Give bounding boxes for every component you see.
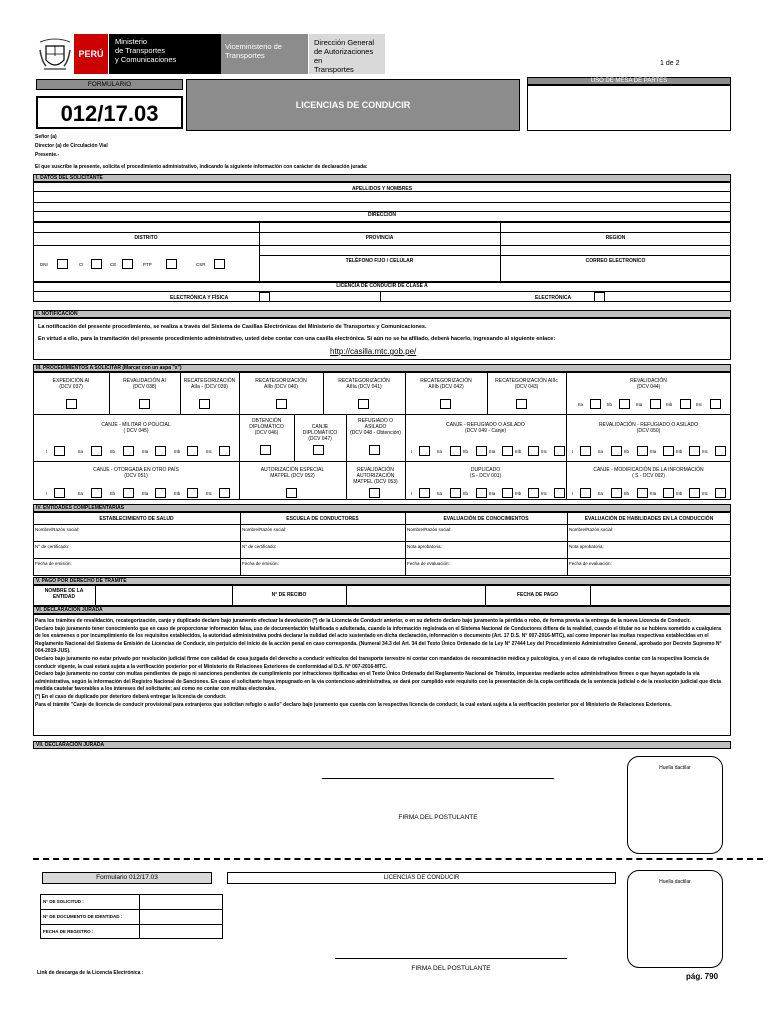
stub-registration-date-field[interactable]: FECHA DE REGISTRO : [43,929,94,934]
canje-refugiado-iia-label: IIa [437,449,443,454]
doc-ce-label: CE [110,262,117,267]
proc-obtencion-diplomatico-checkbox[interactable] [260,445,271,455]
proc-recat-aiiia: RECATEGORIZACIÓN AIIIa (DCV 041) [338,378,390,390]
reval-refugiado-iiib-label: IIIb [676,449,683,454]
proc-recat-aiia-checkbox[interactable] [199,399,210,409]
reval-refugiado-iiic-checkbox[interactable] [715,446,726,456]
skills-score-field[interactable]: Nota aprobatoria: [569,544,604,549]
form-title: LICENCIAS DE CONDUCIR [186,79,520,131]
proc-expedicion-ai-checkbox[interactable] [66,399,77,409]
duplicado-iiib-checkbox[interactable] [528,488,539,498]
proc-refugiado-asilado: REFUGIADO O ASILADO (DCV 048 - Obtención) [350,418,401,436]
intro-line-3: Presente.- [35,152,60,158]
coat-of-arms-icon [36,36,74,76]
health-cert-field[interactable]: N° de certificado: [35,544,70,549]
canje-militar-iiic-checkbox[interactable] [219,446,230,456]
canje-modificacion-iiic-checkbox[interactable] [715,488,726,498]
proc-recat-aiiia-checkbox[interactable] [358,399,369,409]
reval-refugiado-iib-checkbox[interactable] [637,446,648,456]
canje-modificacion-iib-label: IIb [624,491,630,496]
skills-name-field[interactable]: Nombre/Razón social: [569,527,614,532]
canje-modificacion-iiic-label: IIIc [702,491,709,496]
proc-autorizacion-matpel-checkbox[interactable] [286,488,297,498]
duplicado-iiic-label: IIIc [541,491,548,496]
proc-canje-modificacion: CANJE - MODIFICACIÓN DE LA INFORMACIÓN ( S - DCV 002) [593,467,704,479]
canje-militar-iiia-checkbox[interactable] [155,446,166,456]
page-counter: 1 de 2 [660,60,680,67]
doc-ptp-checkbox[interactable] [166,259,177,269]
address-label: DIRECCION [367,212,397,218]
proc-recat-aiiib-checkbox[interactable] [440,399,451,409]
stub-id-number-field[interactable]: N° DE DOCUMENTO DE IDENTIDAD : [43,914,123,919]
canje-modificacion-i-label: I [572,491,574,496]
canje-modificacion-iiib-label: IIIb [676,491,683,496]
section-6-title: VI. DECLARACIÓN JURADA [33,606,731,614]
email-label: CORREO ELECTRONICO [585,258,646,264]
proc-recat-aiia: RECATEGORIZACIÓN AIIa - (DCV 039) [183,378,236,390]
section-5-title: V. PAGO POR DERECHO DE TRÁMITE [33,577,731,585]
doc-ci-label: CI [79,262,84,267]
proc-refugiado-asilado-checkbox[interactable] [369,445,380,455]
section-7-title: VII. DECLARACIÓN JURADA [33,741,731,749]
declaration-text: Para los trámites de revalidación, recategorización, canje y duplicado declaro bajo juramento efectuar la devolución (*) de la Licencia de Conducir anterior, o en su defecto declaro bajo juramento la pérdida o robo, de forma previa a la entrega de la nueva Licencia de Conducir. Declaro bajo juramento tener conocimiento que en caso de proporcionar información falsa, uso de documentación falsificada o adulterada, cuando la información registrada en el Sistema Nacional de Conductores difiera de la realidad, cuando el titular no se hubiera sometido a cualquiera de los exámenes o por incumplimiento de los requisitos establecidos, la autoridad administrativa podrá declarar la nulidad del acto sustentado en dicha declaración, información o documento (Art. 17 D.S. N° 007-2016-MTC), así como imponer las multas respectivas establecidas en el Reglamento Nacional del Sistema de Emisión de Licencias de Conducir, sin perjuicio del inicio de la acción penal en caso corresponda. (Numeral 34.3 del Art. 34 del Texto Único Ordenado de la Ley N° 27444 Ley del Procedimiento Administrativo General, aprobado por Decreto Supremo N° 004-2019-JUS). Declaro bajo juramento no estar privado por resolución judicial firme con calidad de cosa juzgada del derecho a conducir vehículos del transporte terrestre ni contar con mandatos de reexaminación médica y psicológica, y en el caso de refugiados contar con la respectiva licencia de conducir vigente, la cual estará sujeta a la verificación posterior por el Ministerio de Relaciones Exteriores de conformidad al D.S. N° 007-2016-MTC. Declaro bajo juramento no contar con multas pendientes de pago ni sanciones pendientes de cumplimiento por infracciones tipificadas en el Texto Único Ordenado del Reglamento Nacional de Tránsito, impuestas mediante actos administrativos firmes o que hayan agotado la vía administrativa, según la información del Registro Nacional de Sanciones. En caso el solicitante haya impugnado en la vía contencioso administrativa, se dará por cumplido este requisito con la presentación de la copia certificada de la sentencia judicial o de la resolución judicial que dicta medida cautelar favorables a los intereses del solicitante; así como no contar con multas electorales. (*) En el caso de duplicado por deterioro deberá entregar la licencia de conducir. Para el trámite "Canje de licencia de conducir provisional para extranjeros que solicitan refugio o asilo" declaro bajo juramento que cuenta con la respectiva licencia de conducir, la cual estará sujeta a la verificación posterior por el Ministerio de Relaciones Exteriores. [35,618,722,708]
direction-label: Dirección General de Autorizaciones en Transportes [309,34,385,74]
proc-canje-refugiado: CANJE - REFUGIADO O ASILADO (DCV 049 - Canje) [446,422,525,434]
canje-modificacion-iiia-label: IIIa [650,491,657,496]
entity-col-knowledge: EVALUACIÓN DE CONOCIMIENTOS [443,516,529,522]
reval-refugiado-i-label: I [572,449,574,454]
ministry-label: Ministerio de Transportes y Comunicaciones [109,34,221,74]
notification-text-1: La notificación del presente procedimiento, se realiza a través del Sistema de Casillas Electrónicas del Ministerio de Transportes y Comunicaciones. [38,324,427,330]
proc-expedicion-ai: EXPEDICIÓN AI (DCV 037) [52,378,90,390]
canje-modificacion-i-checkbox[interactable] [580,488,591,498]
proc-recat-aiib: RECATEGORIZACIÓN AIIb (DCV 040) [255,378,307,390]
canje-otro-pais-iiib-checkbox[interactable] [187,488,198,498]
viceministry-label: Viceministerio de Transportes [221,34,308,74]
doc-csr-checkbox[interactable] [214,259,225,269]
canje-refugiado-iiia-label: IIIa [489,449,496,454]
canje-refugiado-iiic-label: IIIc [541,449,548,454]
health-name-field[interactable]: Nombre/Razón social: [35,527,80,532]
reval-refugiado-iiib-checkbox[interactable] [689,446,700,456]
reval-iia-label: IIa [578,402,584,407]
knowledge-date-field[interactable]: Fecha de evaluación: [407,561,450,566]
canje-otro-pais-iiib-label: IIIb [174,491,181,496]
knowledge-name-field[interactable]: Nombre/Razón social: [407,527,452,532]
duplicado-iiic-checkbox[interactable] [554,488,565,498]
canje-refugiado-iiib-label: IIIb [515,449,522,454]
reval-refugiado-iiia-checkbox[interactable] [663,446,674,456]
canje-refugiado-i-checkbox[interactable] [419,446,430,456]
canje-militar-iiib-label: IIIb [174,449,181,454]
health-date-field[interactable]: Fecha de emisión: [35,561,72,566]
proc-reval-matpel: REVALIDACIÓN AUTORIZACIÓN MATPEL (DCV 053) [353,467,398,485]
proc-canje-militar: CANJE - MILITAR O POLICIAL ( DCV 045) [101,422,171,434]
duplicado-iib-label: IIb [463,491,469,496]
form-label: FORMULARIO [36,79,183,90]
entity-col-skills: EVALUACIÓN DE HABILIDADES EN LA CONDUCCIÓN [584,516,714,522]
duplicado-iiia-checkbox[interactable] [502,488,513,498]
canje-otro-pais-iib-label: IIb [110,491,116,496]
canje-militar-i-label: I [46,449,48,454]
skills-date-field[interactable]: Fecha de evaluación: [569,561,612,566]
proc-recat-aiiib: RECATEGORIZACIÓN AIIIb (DCV 042) [420,378,472,390]
reval-iiia-checkbox[interactable] [650,399,661,409]
casilla-link[interactable]: http://casilla.mtc.gob.pe/ [330,347,417,356]
section-4-title: IV. ENTIDADES COMPLEMENTARIAS [33,504,731,512]
canje-otro-pais-iia-checkbox[interactable] [91,488,102,498]
duplicado-iib-checkbox[interactable] [476,488,487,498]
section-3-title: III. PROCEDIMIENTOS A SOLICITAR (Marcar con un aspa "x") [33,364,731,372]
reval-iib-label: IIb [607,402,613,407]
canje-militar-iia-checkbox[interactable] [91,446,102,456]
section-1-title: I. DATOS DEL SOLICITANTE [33,174,731,182]
doc-dni-label: DNI [40,262,48,267]
entity-col-school: ESCUELA DE CONDUCTORES [286,516,359,522]
reval-iib-checkbox[interactable] [619,399,630,409]
phone-label: TELÉFONO FIJO / CELULAR [345,258,414,264]
reval-refugiado-iib-label: IIb [624,449,630,454]
canje-refugiado-iiib-checkbox[interactable] [528,446,539,456]
proc-recat-aiib-checkbox[interactable] [276,399,287,409]
proc-recat-aiiic-checkbox[interactable] [516,399,527,409]
duplicado-i-checkbox[interactable] [419,488,430,498]
canje-militar-iiic-label: IIIc [206,449,213,454]
proc-revalidacion-ai-checkbox[interactable] [139,399,150,409]
proc-reval-refugiado: REVALIDACIÓN - REFUGIADO O ASILADO (DCV 050) [598,422,699,434]
duplicado-iiib-label: IIIb [515,491,522,496]
fingerprint-label: Huella dactilar [659,765,691,771]
canje-militar-iiia-label: IIIa [142,449,149,454]
canje-militar-iib-checkbox[interactable] [123,446,134,456]
canje-otro-pais-iib-checkbox[interactable] [123,488,134,498]
canje-refugiado-iib-label: IIb [463,449,469,454]
reval-iiic-label: IIIc [696,402,703,407]
doc-ptp-label: PTP [143,262,152,267]
canje-modificacion-iiib-checkbox[interactable] [689,488,700,498]
reval-refugiado-iiia-label: IIIa [650,449,657,454]
proc-revalidacion: REVALIDACIÓN (DCV 044) [630,378,667,390]
duplicado-iia-checkbox[interactable] [450,488,461,498]
canje-modificacion-iia-label: IIa [598,491,604,496]
reval-refugiado-iiic-label: IIIc [702,449,709,454]
reval-iiia-label: IIIa [636,402,643,407]
payment-receipt-label: N° DE RECIBO [271,592,307,598]
intro-line-2: Director (a) de Circulación Vial [35,143,108,149]
canje-refugiado-iiic-checkbox[interactable] [554,446,565,456]
stub-signature-label: FIRMA DEL POSTULANTE [411,965,491,972]
province-label: PROVINCIA [365,235,394,241]
form-number: 012/17.03 [36,96,183,129]
reval-iiib-checkbox[interactable] [680,399,691,409]
district-label: DISTRITO [134,235,158,241]
stub-form-label: Formulario 012/17.03 [42,872,212,884]
reval-iia-checkbox[interactable] [590,399,601,409]
canje-refugiado-iiia-checkbox[interactable] [502,446,513,456]
payment-date-label: FECHA DE PAGO [516,592,559,598]
school-cert-field[interactable]: N° de certificado: [242,544,277,549]
canje-otro-pais-iiia-checkbox[interactable] [155,488,166,498]
stub-fingerprint-label: Huella dactilar [659,879,691,885]
reception-label: USO DE MESA DE PARTES [527,77,731,85]
reval-refugiado-iia-label: IIa [598,449,604,454]
peru-label: PERÚ [74,34,108,74]
canje-militar-iib-label: IIb [110,449,116,454]
reval-iiic-checkbox[interactable] [710,399,721,409]
doc-csr-label: CSR [196,262,206,267]
canje-otro-pais-iiic-checkbox[interactable] [219,488,230,498]
electronic-physical-label: ELECTRÓNICA Y FÍSICA [170,295,229,301]
canje-modificacion-iib-checkbox[interactable] [637,488,648,498]
stub-title: LICENCIAS DE CONDUCIR [227,872,616,884]
proc-obtencion-diplomatico: OBTENCIÓN DIPLOMÁTICO (DCV 046) [249,418,284,436]
electronic-checkbox[interactable] [594,292,605,302]
duplicado-i-label: I [411,491,413,496]
canje-otro-pais-iiia-label: IIIa [142,491,149,496]
entity-col-health: ESTABLECIMIENTO DE SALUD [99,516,174,522]
proc-canje-otro-pais: CANJE - OTORGADA EN OTRO PAÍS (DCV 051) [93,467,179,479]
signature-line[interactable] [322,778,554,779]
doc-ci-checkbox[interactable] [91,259,102,269]
reval-iiib-label: IIIb [666,402,673,407]
duplicado-iiia-label: IIIa [489,491,496,496]
proc-reval-matpel-checkbox[interactable] [369,488,380,498]
names-label: APELLIDOS Y NOMBRES [351,186,413,192]
intro-line-4: El que suscribe la presente, solicita el procedimiento administrativo, indicando la siguiente información con carácter de declaración jurada: [35,164,368,170]
stub-download-link: Link de descarga de la Licencia Electrónica : [37,970,144,976]
doc-dni-checkbox[interactable] [57,259,68,269]
canje-militar-iiib-checkbox[interactable] [187,446,198,456]
proc-recat-aiiic: RECATEGORIZACIÓN AIIIc (DCV 043) [495,378,558,390]
region-label: REGION [605,235,626,241]
reception-box [527,85,731,131]
knowledge-score-field[interactable]: Nota aprobatoria: [407,544,442,549]
payment-entity-label: NOMBRE DE LA ENTIDAD [44,588,84,600]
stub-request-number-field[interactable]: N° DE SOLICITUD : [43,899,84,904]
school-name-field[interactable]: Nombre/Razón social: [242,527,287,532]
reval-refugiado-iia-checkbox[interactable] [611,446,622,456]
canje-militar-i-checkbox[interactable] [54,446,65,456]
canje-otro-pais-i-label: I [46,491,48,496]
page-number: pág. 790 [686,972,719,981]
canje-otro-pais-iia-label: IIa [78,491,84,496]
license-class-label: LICENCIA DE CONDUCIR DE CLASE A [336,283,428,289]
school-date-field[interactable]: Fecha de emisión: [242,561,279,566]
intro-line-1: Señor (a) [35,134,57,140]
canje-otro-pais-i-checkbox[interactable] [54,488,65,498]
canje-refugiado-iia-checkbox[interactable] [450,446,461,456]
section-2-title: II. NOTIFICACIÓN [33,310,731,318]
electronic-physical-checkbox[interactable] [259,292,270,302]
canje-modificacion-iiia-checkbox[interactable] [663,488,674,498]
doc-ce-checkbox[interactable] [122,259,133,269]
stub-signature-line[interactable] [335,958,567,959]
proc-autorizacion-matpel: AUTORIZACIÓN ESPECIAL MATPEL (DCV 052) [260,467,325,479]
signature-label: FIRMA DEL POSTULANTE [398,814,478,821]
reval-refugiado-i-checkbox[interactable] [580,446,591,456]
canje-refugiado-iib-checkbox[interactable] [476,446,487,456]
electronic-label: ELECTRÓNICA [535,295,572,301]
proc-duplicado: DUPLICADO (S - DCV 001) [469,467,502,479]
proc-revalidacion-ai: REVALIDACIÓN AI (DCV 038) [123,378,166,390]
proc-canje-diplomatico-checkbox[interactable] [313,445,324,455]
cut-line [33,858,763,860]
canje-refugiado-i-label: I [411,449,413,454]
canje-militar-iia-label: IIa [78,449,84,454]
notification-text-2: En virtud a ello, para la tramitación del presente procedimiento administrativo, usted debe contar con una casilla electrónica. Si aún no se ha afiliado, deberá hacerlo, ingresando al siguiente enlace: [38,336,556,342]
canje-modificacion-iia-checkbox[interactable] [611,488,622,498]
canje-otro-pais-iiic-label: IIIc [206,491,213,496]
duplicado-iia-label: IIa [437,491,443,496]
proc-canje-diplomatico: CANJE DIPLOMÁTICO (DCV 047) [302,424,338,442]
